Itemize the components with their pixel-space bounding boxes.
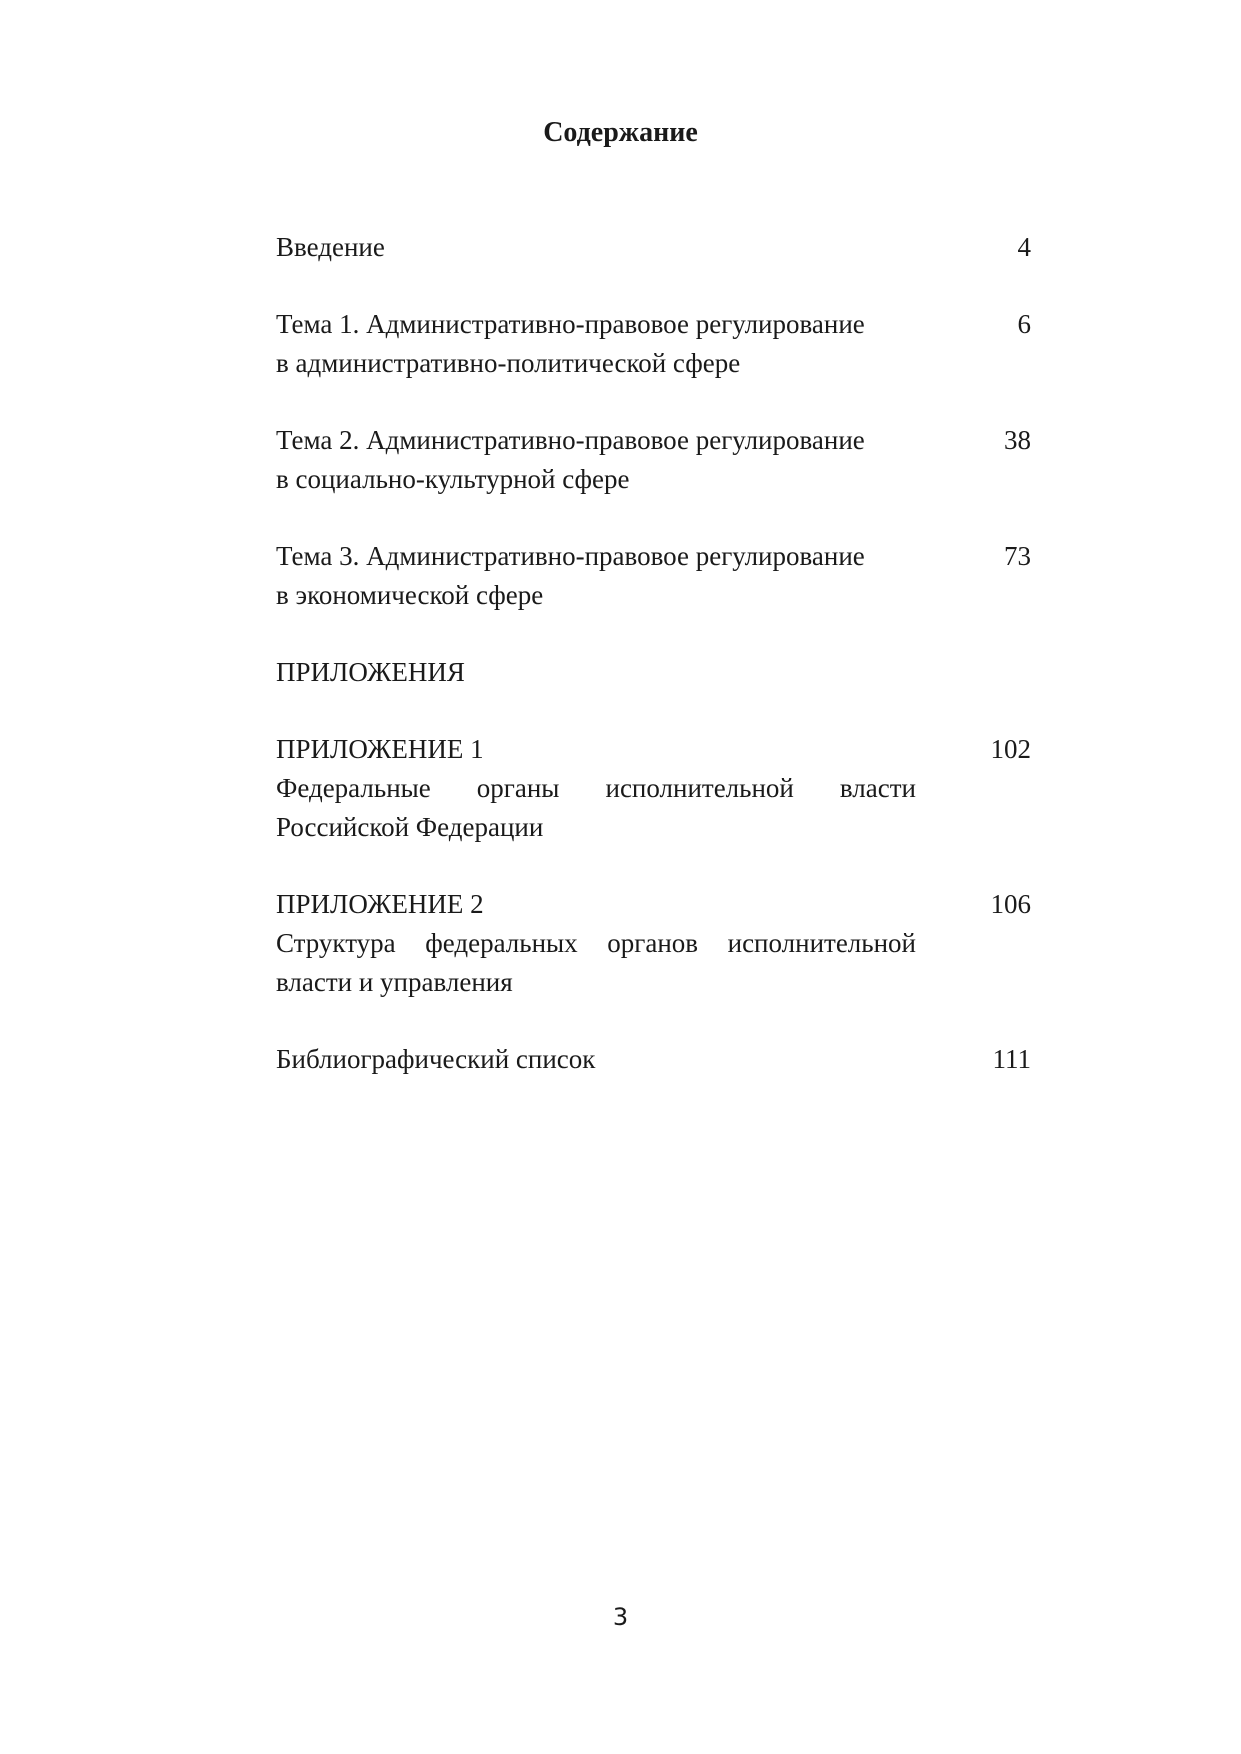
toc-entry-line: ПРИЛОЖЕНИЯ	[276, 657, 465, 687]
toc-entry-topic-1	[276, 305, 1031, 383]
toc-entry-text	[276, 885, 916, 1002]
toc-entry-line: в экономической сфере	[276, 580, 544, 610]
toc-entry-line: Тема 2. Административно-правовое регулирование	[276, 425, 865, 455]
toc-entry-appendices	[276, 653, 1031, 692]
toc-entry-line: ПРИЛОЖЕНИЕ 1	[276, 734, 484, 764]
toc-entry-page: 38	[1004, 425, 1031, 455]
toc-entry-page: 73	[1004, 541, 1031, 571]
toc-entry-line: Структура федеральных органов исполнительной	[276, 928, 916, 958]
toc-entry-page: 106	[990, 889, 1031, 919]
page-title: Содержание	[543, 117, 698, 148]
toc-entry-page: 4	[1017, 232, 1031, 262]
toc-entry-topic-3	[276, 537, 1031, 615]
toc-entry-line: ПРИЛОЖЕНИЕ 2	[276, 889, 484, 919]
toc-entry-appendix-2	[276, 885, 1031, 1002]
table-of-contents	[276, 228, 1031, 1079]
toc-entry-line: Введение	[276, 232, 385, 262]
toc-entry-text	[276, 537, 916, 615]
toc-entry-line: Федеральные органы исполнительной власти	[276, 773, 916, 803]
toc-entry-line: в социально-культурной сфере	[276, 464, 630, 494]
toc-entry-page: 102	[990, 734, 1031, 764]
toc-entry-text	[276, 1040, 916, 1079]
toc-entry-line: власти и управления	[276, 967, 513, 997]
toc-entry-line: в административно-политической сфере	[276, 348, 741, 378]
toc-entry-line: Тема 1. Административно-правовое регулирование	[276, 309, 865, 339]
toc-entry-introduction	[276, 228, 1031, 267]
toc-entry-topic-2	[276, 421, 1031, 499]
toc-entry-text	[276, 653, 916, 692]
toc-entry-text	[276, 228, 916, 267]
toc-entry-page: 6	[1017, 309, 1031, 339]
toc-entry-page: 111	[992, 1044, 1031, 1074]
toc-entry-line: Российской Федерации	[276, 812, 544, 842]
toc-entry-text	[276, 421, 916, 499]
toc-entry-line: Тема 3. Административно-правовое регулирование	[276, 541, 865, 571]
toc-entry-text	[276, 730, 916, 847]
toc-entry-line: Библиографический список	[276, 1044, 596, 1074]
toc-entry-bibliography	[276, 1040, 1031, 1079]
page-number: 3	[612, 1603, 629, 1631]
toc-entry-text	[276, 305, 916, 383]
toc-entry-appendix-1	[276, 730, 1031, 847]
